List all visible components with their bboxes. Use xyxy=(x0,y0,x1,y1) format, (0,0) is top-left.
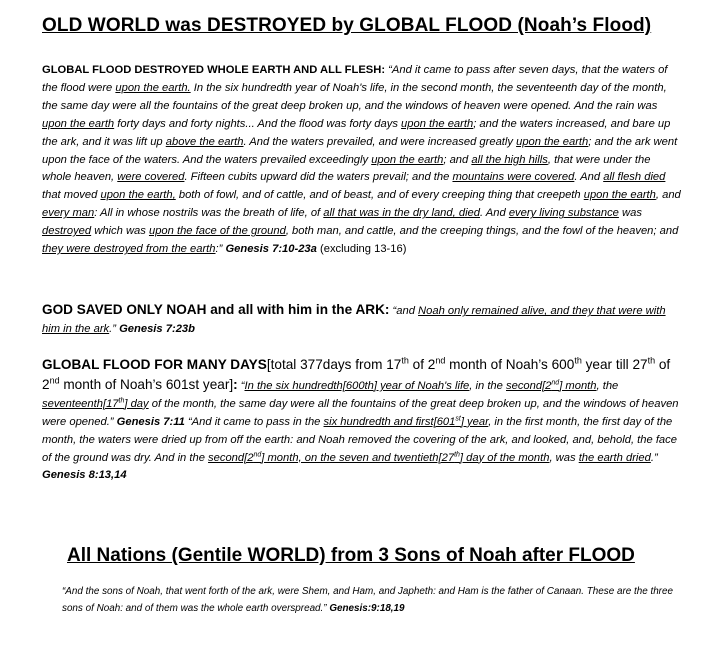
paragraph-global-flood xyxy=(42,62,682,259)
underlined-text: all the high hills xyxy=(471,153,548,166)
quote-text: , both man, and cattle, and the creeping things, and the fowl of the heaven; and xyxy=(285,225,679,238)
quote-text: “And it came to pass after seven days, that the waters of the flood were xyxy=(42,64,668,94)
quote-text: : All in whose nostrils was the breath of life, of xyxy=(94,207,324,220)
page-title: OLD WORLD was DESTROYED by GLOBAL FLOOD (Noah’s Flood) xyxy=(42,15,652,36)
paragraph-god-saved xyxy=(42,301,682,339)
underlined-text: upon the earth xyxy=(42,117,115,130)
paragraph-many-days: GLOBAL FLOOD FOR MANY DAYS[total 377days from 17th of 2nd month of Noah’s 600th year till 27th of 2nd month of Noah’s 601st year]: “In the six hundredth[600th] year of Noah's life, in the second[2nd] month, the seventeenth[17th] day of the month, the same day were all the fountains of the great deep broken up, and the windows of heaven were opened.” Genesis 7:11 “And it came to pass in the six hundredth and first[601st] year, in the first month, the first day of the month, the waters were dried up from off the earth: and Noah removed the covering of the ark, and looked, and, behold, the face of the ground was dry. And in the second[2nd] month, on the seven and twentieth[27th] day of the month, was the earth dried.” Genesis 8:13,14 xyxy=(42,355,679,482)
underlined-text: upon the face of the ground xyxy=(148,225,286,238)
quote-text: In the six hundredth year of Noah's life, in the second month, the seventeenth day of the month, the same day were all the fountains of the great deep broken up, and the windows of heaven were opened. And the rain was xyxy=(42,81,667,112)
underlined-text: above the earth xyxy=(165,135,244,148)
underlined-text: upon the earth xyxy=(516,135,589,148)
scripture-reference: Genesis 7:11 xyxy=(116,415,185,428)
underlined-text: all that was in the dry land, died xyxy=(323,207,480,220)
quote-text: . And xyxy=(480,207,509,220)
quote-text: . Fifteen cubits upward did the waters prevail; and the xyxy=(184,171,453,184)
scripture-reference: Genesis 7:23b xyxy=(119,322,195,335)
underlined-text: upon the earth xyxy=(583,189,656,202)
scripture-reference: Genesis 8:13,14 xyxy=(42,469,127,482)
heading-detail: [total 377days from 17th of 2nd month of Noah’s 600th year till 27th of 2nd month of Noah’s 601st year] xyxy=(42,355,671,392)
underlined-text: upon the earth xyxy=(371,153,444,166)
quote-text: , was xyxy=(549,451,579,464)
quote-text: both of fowl, and of cattle, and of beast, and of every creeping thing that creepeth xyxy=(175,189,584,202)
underlined-text: the earth dried xyxy=(578,451,651,464)
underlined-text: six hundredth and first[601st] year xyxy=(323,414,489,428)
quote-text: ; and the ark went upon the face of the waters. And the waters prevailed exceedingly xyxy=(42,135,678,166)
quote-text: ; and xyxy=(443,153,472,166)
quote-text: .” xyxy=(109,322,120,335)
underlined-text: Noah only remained alive, and they that were with him in the ark xyxy=(42,305,666,335)
quote-text: “And it came to pass in the xyxy=(184,415,324,428)
reference-note: (excluding 13-16) xyxy=(316,243,407,256)
paragraph-heading: GLOBAL FLOOD FOR MANY DAYS xyxy=(42,357,267,372)
section-title-all-nations: All Nations (Gentile WORLD) from 3 Sons of Noah after FLOOD xyxy=(67,545,635,566)
paragraph-heading: GLOBAL FLOOD DESTROYED WHOLE EARTH AND ALL FLESH: xyxy=(42,64,386,76)
underlined-text: all flesh died xyxy=(603,171,666,184)
underlined-text: mountains were covered xyxy=(452,171,575,184)
underlined-text: upon the earth xyxy=(401,117,474,130)
quote-text: forty days and forty nights... And the flood was forty days xyxy=(114,117,402,130)
quote-text: which was xyxy=(91,225,149,238)
quote-text: “and xyxy=(389,305,419,317)
underlined-text: seventeenth[17th] day xyxy=(42,397,149,410)
quote-text: “And the sons of Noah, that went forth of the ark, were Shem, and Ham, and Japheth: and Ham is the father of Canaan. These are the three sons of Noah: and of them was the whole earth overspread.” xyxy=(62,586,673,614)
quote-text: , in the xyxy=(469,379,506,392)
scripture-reference: Genesis:9:18,19 xyxy=(329,602,405,614)
underlined-text: every man xyxy=(42,207,95,220)
paragraph-sons-of-noah xyxy=(62,584,687,617)
quote-text: :” xyxy=(215,243,226,256)
underlined-text: destroyed xyxy=(42,225,92,238)
quote-text: .” xyxy=(650,451,658,464)
underlined-text: second[2nd] month, on the seven and twentieth[27th] day of the month xyxy=(208,450,550,464)
quote-text: , the xyxy=(596,379,619,392)
underlined-text: In the six hundredth[600th] year of Noah's life xyxy=(244,379,470,392)
quote-text: , and xyxy=(655,189,681,202)
quote-text: . And the waters prevailed, and were increased greatly xyxy=(243,135,517,148)
underlined-text: upon the earth. xyxy=(115,81,191,94)
paragraph-heading: GOD SAVED ONLY NOAH and all with him in the ARK: xyxy=(42,302,390,317)
underlined-text: they were destroyed from the earth xyxy=(42,243,216,256)
quote-text: that moved xyxy=(42,189,101,202)
quote-text: “ xyxy=(237,379,245,392)
quote-text: of the month, the same day were all the fountains of the great deep broken up, and the windows of heaven were opened.” xyxy=(42,397,679,428)
scripture-reference: Genesis 7:10-23a xyxy=(225,243,317,256)
underlined-text: upon the earth, xyxy=(100,189,176,202)
quote-text: . And xyxy=(574,171,604,184)
quote-text: was xyxy=(618,207,642,220)
quote-text: , in the first month, the first day of the month, the waters were dried up from off the earth: and Noah removed the covering of the ark, and looked, and, behold, the face of the ground was dry. And in the xyxy=(42,415,677,464)
quote-text: ; and the waters increased, and bare up the ark, and it was lift up xyxy=(42,117,671,148)
underlined-text: second[2nd] month xyxy=(506,379,597,392)
underlined-text: every living substance xyxy=(508,207,619,220)
underlined-text: were covered xyxy=(117,171,185,184)
quote-text: , that were under the whole heaven, xyxy=(42,153,651,184)
